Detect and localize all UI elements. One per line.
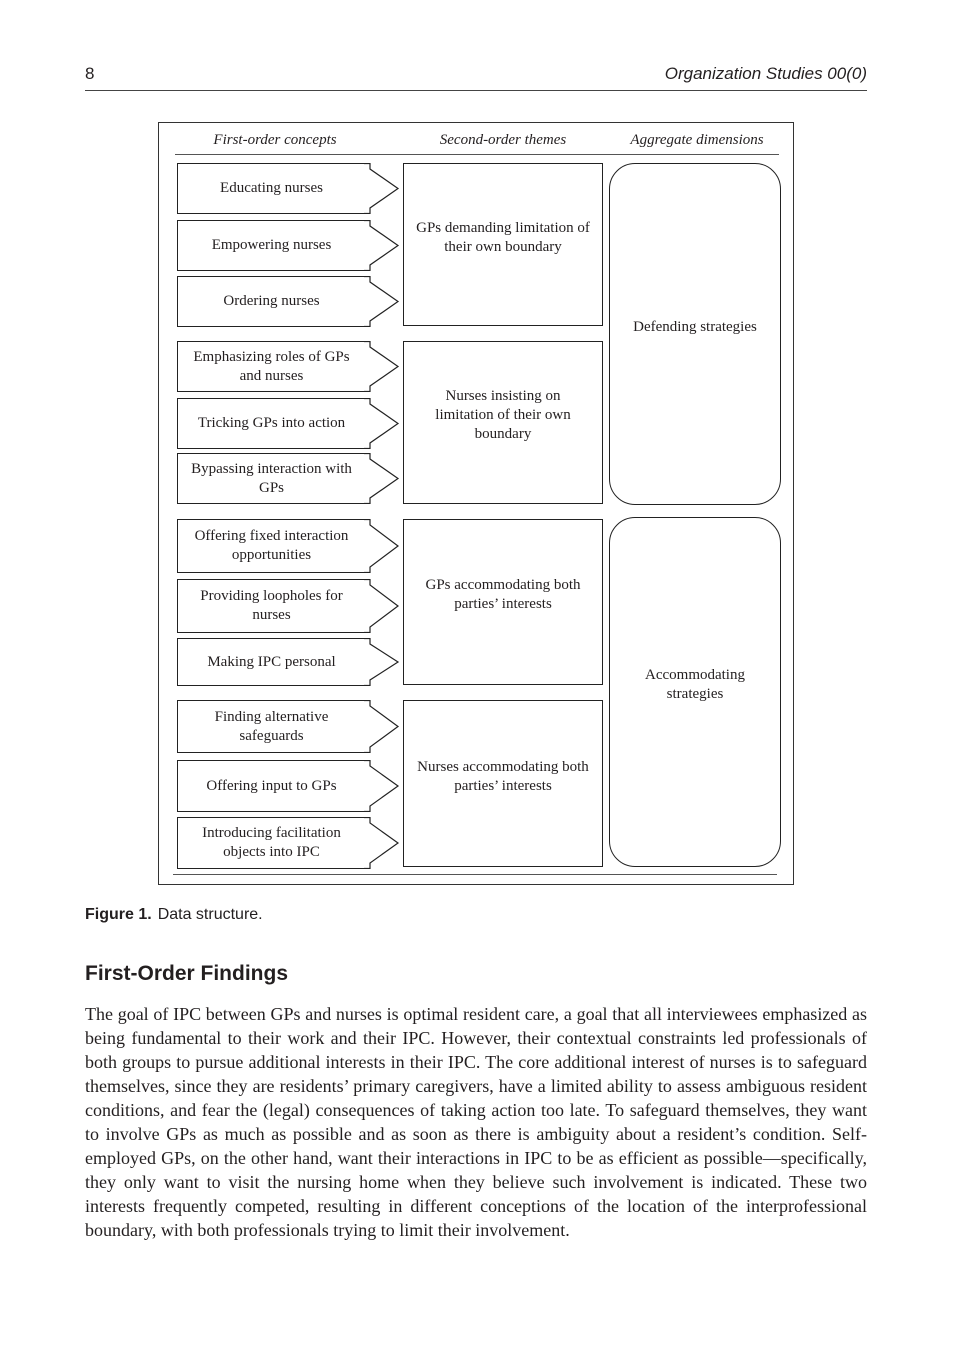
dimension-defending-strategies: Defending strategies (609, 163, 781, 505)
theme-gps-accommodating: GPs accommodating both parties’ interests (403, 519, 603, 685)
page-header (85, 64, 867, 91)
theme-nurses-insisting-limitation: Nurses insisting on limitation of their own boundary (403, 341, 603, 504)
concept-input-to-gps: Offering input to GPs (177, 760, 365, 812)
data-structure-figure (158, 122, 794, 885)
arrow-icon (364, 453, 400, 504)
arrow-icon (364, 341, 400, 392)
figure-caption (85, 906, 263, 924)
body-paragraph: The goal of IPC between GPs and nurses is optimal resident care, a goal that all interviewees emphasized as being fundamental to their work and their IPC. However, their contextual constraints led professionals of both groups to pursue additional interests in their IPC. The core additional interest of nurses is to safeguard themselves, since they are residents’ primary caregivers, have a limited ability to assess ambiguous resident conditions, and fear the (legal) consequences of taking action too late. To safeguard themselves, they want to involve GPs as much as possible and as soon as there is ambiguity about a resident’s condition. Self-employed GPs, on the other hand, want their interactions in IPC to be as efficient as possible—specifically, they only want to visit the nursing home when they believe such involvement is indicated. These two interests frequently competed, resulting in different conceptions of the location of the interprofessional boundary, with both professionals trying to limit their involvement. (85, 1004, 867, 1240)
header-second-order: Second-order themes (439, 132, 567, 148)
concept-alternative-safeguards: Finding alternative safeguards (177, 700, 365, 753)
concept-fixed-interaction: Offering fixed interaction opportunities (177, 519, 365, 573)
concept-emphasizing-roles: Emphasizing roles of GPs and nurses (177, 341, 365, 392)
concept-facilitation-objects: Introducing facilitation objects into IPC (177, 817, 365, 869)
concept-educating-nurses: Educating nurses (177, 163, 365, 214)
arrow-icon (364, 638, 400, 686)
concept-loopholes: Providing loopholes for nurses (177, 579, 365, 633)
arrow-icon (364, 163, 400, 214)
concept-ordering-nurses: Ordering nurses (177, 276, 365, 327)
caption-text: Data structure. (157, 906, 263, 923)
theme-gps-demanding-limitation: GPs demanding limitation of their own boundary (403, 163, 603, 326)
section-title: First-Order Findings (85, 962, 289, 985)
concept-empowering-nurses: Empowering nurses (177, 220, 365, 271)
dimension-accommodating-strategies: Accommodating strategies (609, 517, 781, 867)
page-number: 8 (85, 64, 95, 83)
arrow-icon (364, 519, 400, 573)
concept-ipc-personal: Making IPC personal (177, 638, 365, 686)
arrow-icon (364, 276, 400, 327)
arrow-icon (364, 398, 400, 449)
caption-label: Figure 1. (85, 906, 152, 923)
arrow-icon (364, 579, 400, 633)
arrow-icon (364, 760, 400, 812)
arrow-icon (364, 700, 400, 753)
theme-nurses-accommodating: Nurses accommodating both parties’ interests (403, 700, 603, 867)
header-first-order: First-order concepts (213, 132, 337, 148)
arrow-icon (364, 817, 400, 869)
header-divider (175, 154, 779, 155)
arrow-icon (364, 220, 400, 271)
concept-tricking-gps: Tricking GPs into action (177, 398, 365, 449)
journal-title: Organization Studies 00(0) (664, 64, 867, 83)
concept-bypassing-interaction: Bypassing interaction with GPs (177, 453, 365, 504)
header-aggregate: Aggregate dimensions (630, 132, 764, 148)
figure-bottom-divider (173, 874, 777, 875)
